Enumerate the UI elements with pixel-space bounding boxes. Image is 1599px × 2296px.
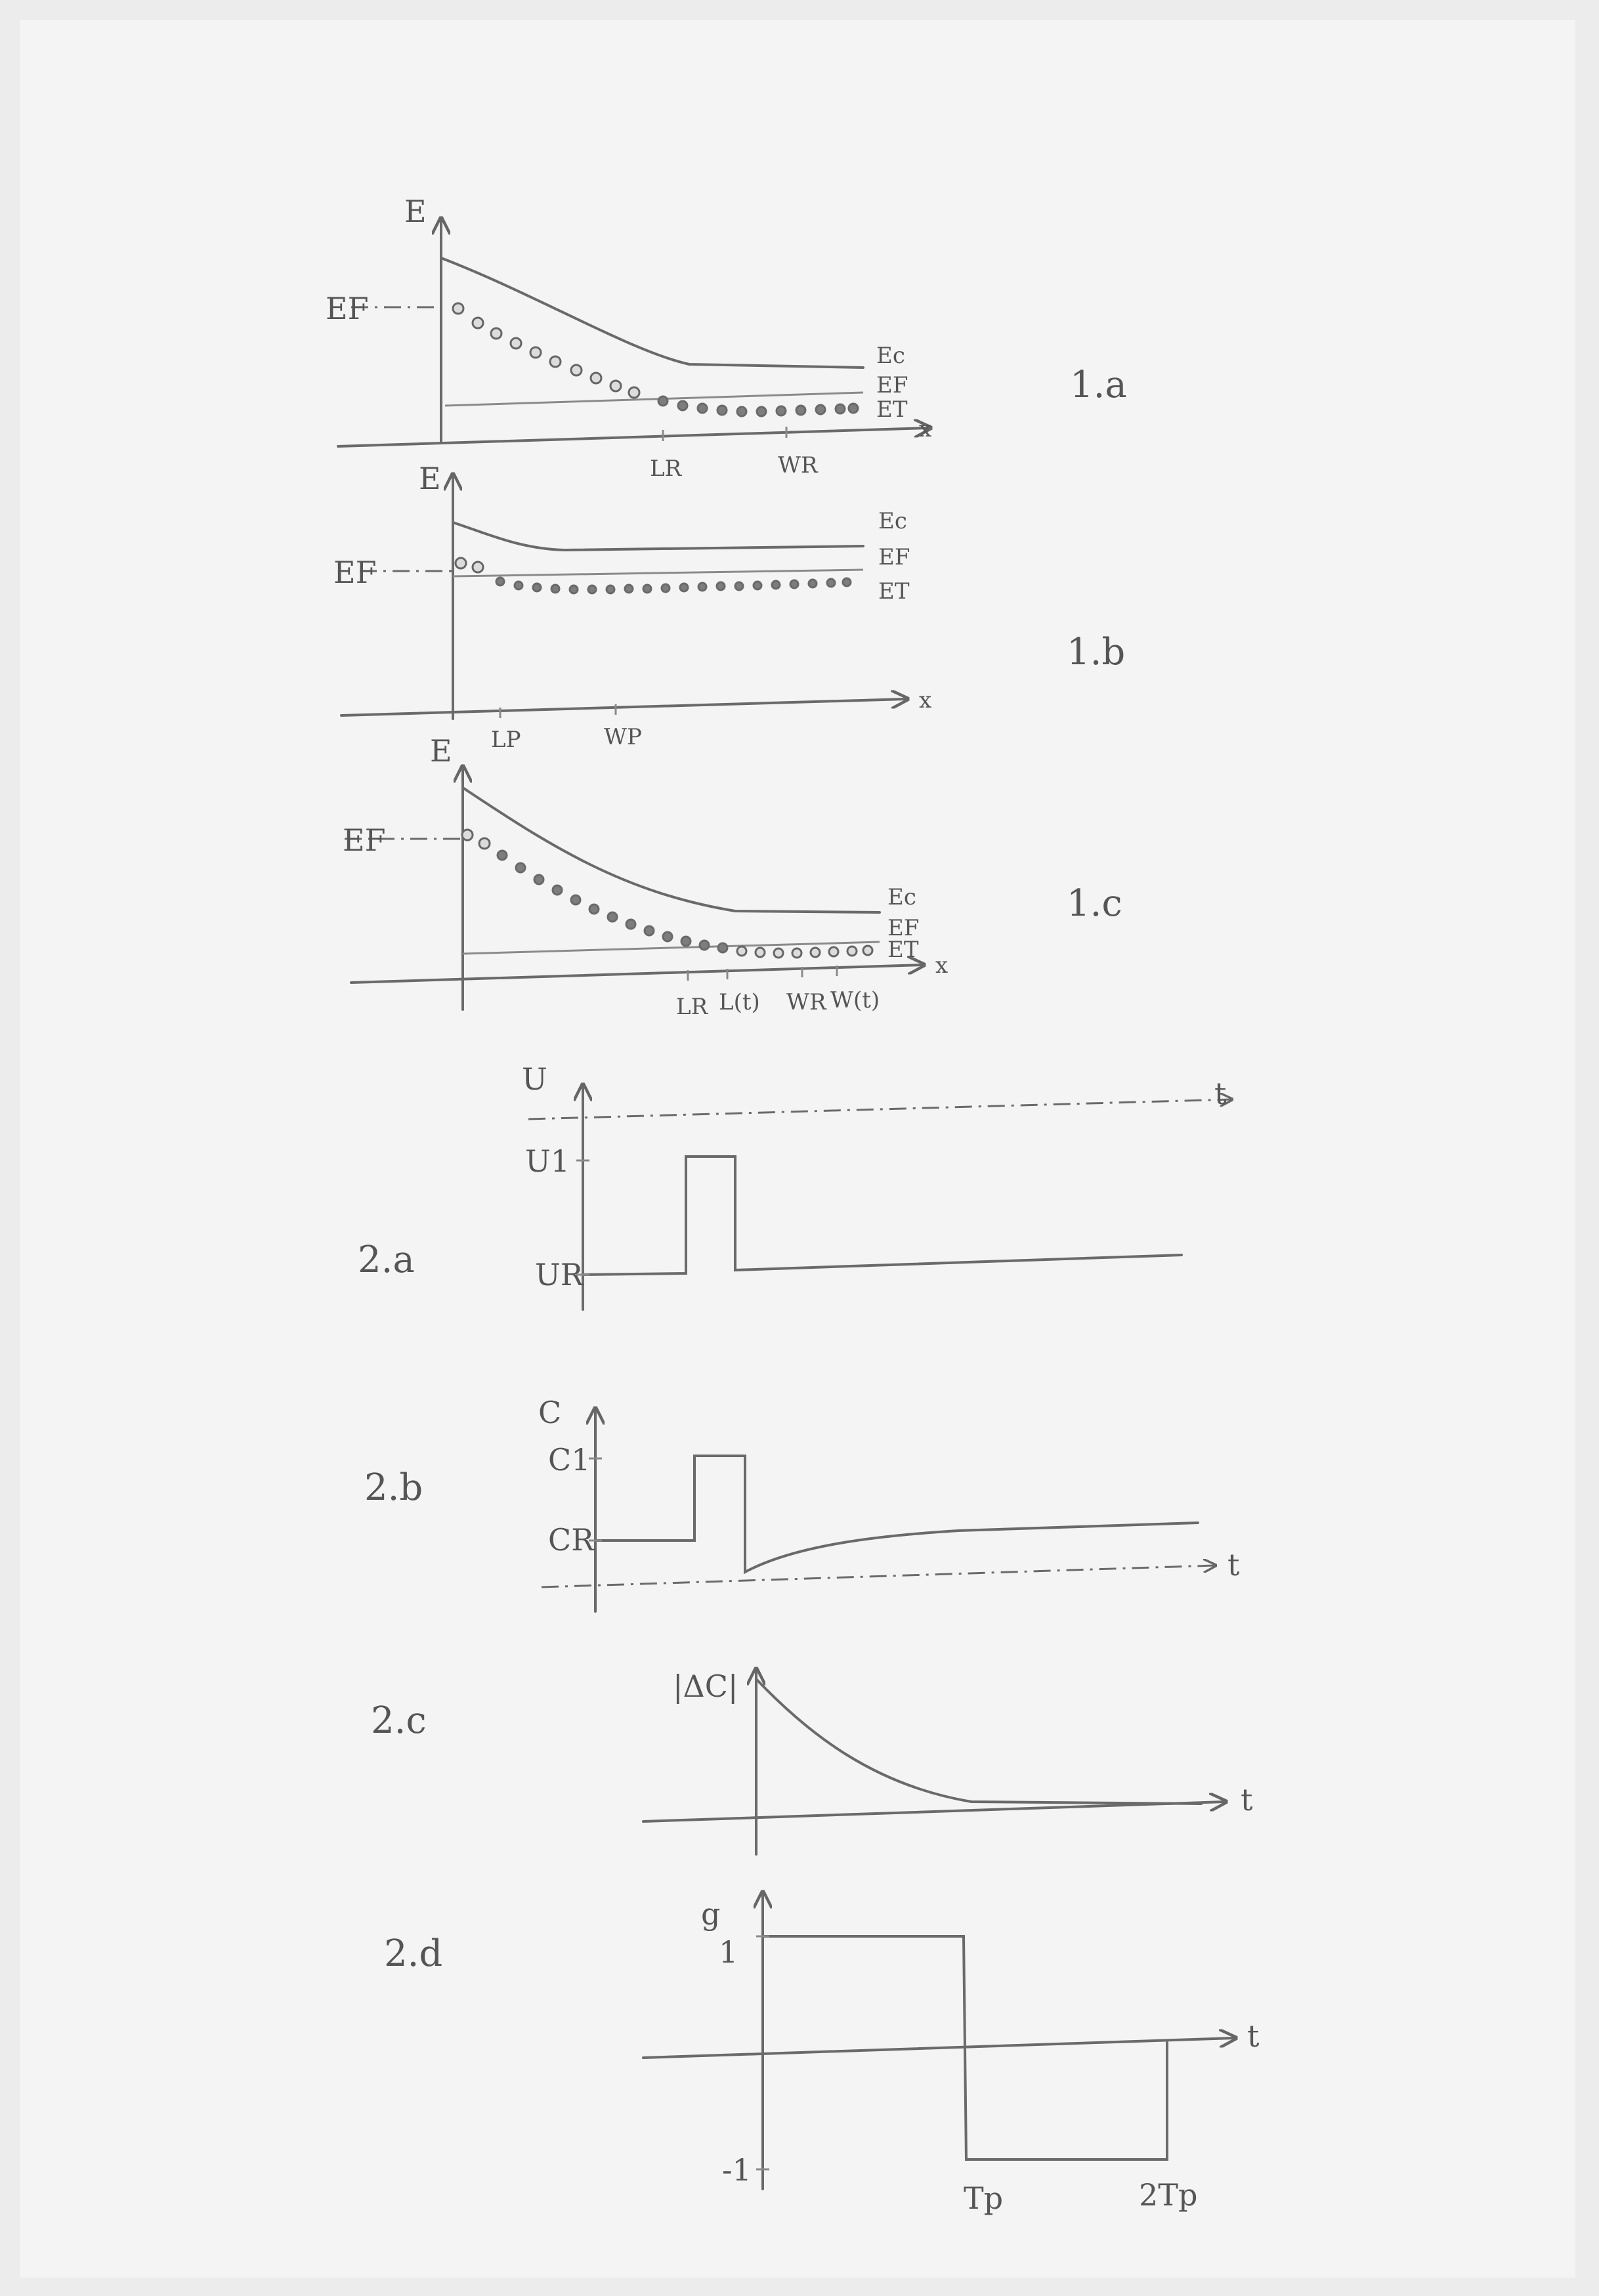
level-label-u1: U1	[525, 1143, 570, 1179]
tick-label-lt: L(t)	[719, 989, 760, 1015]
y-axis-label: E	[404, 194, 427, 229]
x-axis-label: t	[1227, 1547, 1240, 1583]
curve-label-et: ET	[878, 578, 910, 605]
tick-label-wr: WR	[778, 452, 818, 478]
caption-2a: 2.a	[358, 1239, 415, 1281]
caption-1b: 1.b	[1067, 631, 1126, 673]
tick-label-lr: LR	[650, 456, 682, 482]
y-axis-label: g	[701, 1896, 721, 1932]
curve-label-ec: Ec	[876, 343, 905, 369]
caption-1c: 1.c	[1067, 882, 1122, 925]
paper-background	[20, 20, 1575, 2278]
x-axis-label: x	[935, 952, 949, 979]
x-axis-label: x	[919, 416, 932, 442]
fermi-label-left: EF	[326, 291, 369, 326]
caption-2d: 2.d	[384, 1932, 443, 1975]
curve-label-ef: EF	[878, 544, 910, 570]
tick-label-2tp: 2Tp	[1139, 2177, 1198, 2213]
caption-1a: 1.a	[1070, 364, 1127, 406]
x-axis-label: t	[1247, 2018, 1260, 2054]
fermi-label-left: EF	[333, 555, 377, 590]
level-label-c1: C1	[548, 1442, 591, 1478]
curve-label-et: ET	[876, 396, 908, 423]
x-axis-label: t	[1214, 1076, 1227, 1111]
y-axis-label: E	[430, 733, 452, 769]
curve-label-et: ET	[887, 937, 919, 963]
level-label-minus-one: -1	[722, 2152, 752, 2188]
level-label-plus-one: 1	[719, 1934, 738, 1970]
tick-label-lr: LR	[676, 994, 708, 1020]
tick-label-wr: WR	[786, 989, 826, 1015]
curve-label-ef: EF	[887, 915, 920, 941]
tick-label-lp: LP	[491, 727, 521, 753]
level-label-ur: UR	[535, 1257, 584, 1292]
tick-label-tp: Tp	[964, 2180, 1004, 2216]
curve-label-ef: EF	[876, 372, 908, 398]
tick-label-wt: W(t)	[830, 987, 880, 1013]
x-axis-label: t	[1241, 1782, 1253, 1818]
y-axis-label: U	[522, 1061, 547, 1097]
caption-2c: 2.c	[371, 1699, 427, 1742]
y-axis-label: C	[538, 1395, 562, 1430]
fermi-label-left: EF	[343, 822, 386, 858]
tick-label-wp: WP	[604, 724, 642, 750]
x-axis-label: x	[919, 687, 932, 713]
caption-2b: 2.b	[364, 1466, 423, 1509]
curve-label-ec: Ec	[887, 884, 916, 910]
level-label-cr: CR	[548, 1522, 594, 1558]
curve-label-ec: Ec	[878, 508, 907, 534]
y-axis-label: E	[419, 461, 441, 496]
y-axis-label: |ΔC|	[673, 1669, 738, 1704]
